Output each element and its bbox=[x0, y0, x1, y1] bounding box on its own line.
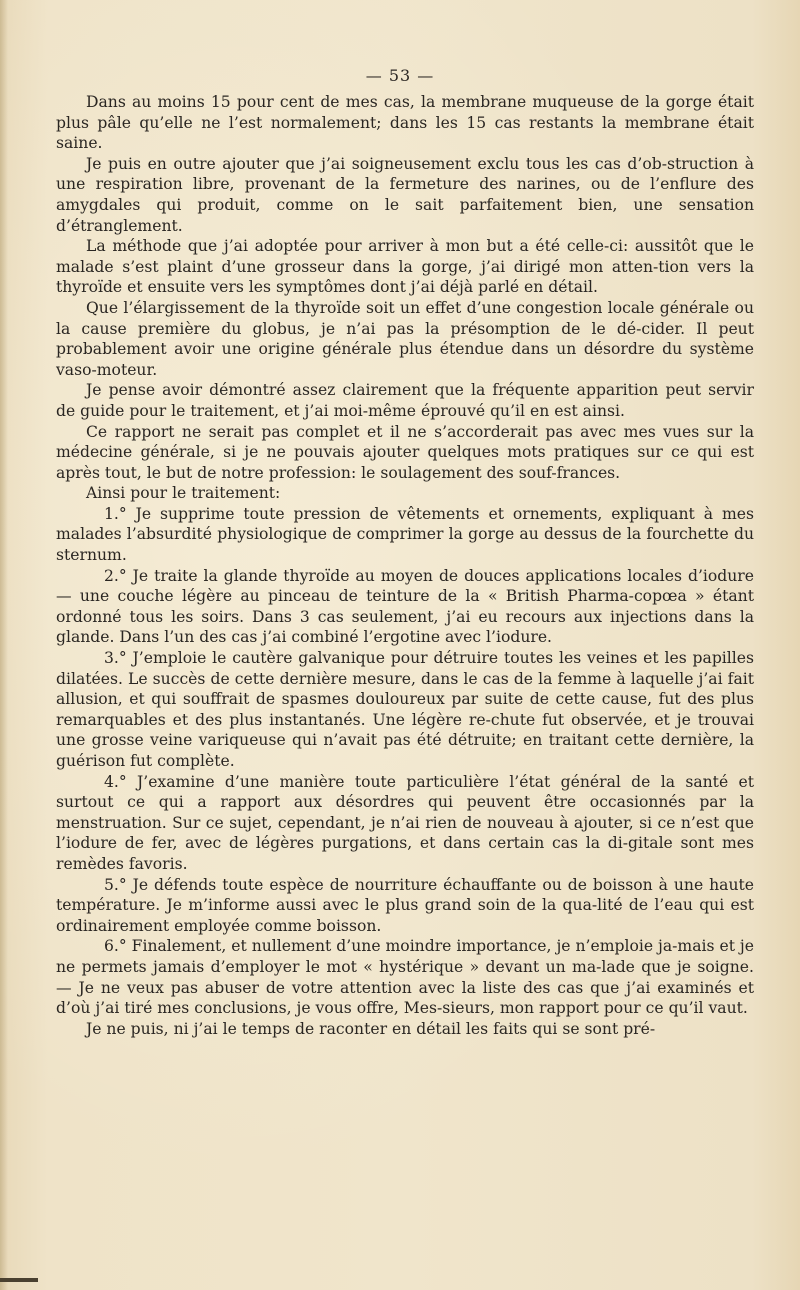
paragraph: Ainsi pour le traitement: bbox=[86, 484, 281, 503]
numbered-paragraph: 4.° J’examine d’une manière toute particulière l’état général de la santé et surtout ce qui a rapport aux désordres qui peuvent être occasionnés par la menstruation. Sur ce sujet, cependant, je n’ai rien de nouveau à ajouter, si ce n’est que l’iodure de fer, avec de légères purgations, et dans certain cas la di-gitale sont mes remèdes favoris. bbox=[56, 772, 754, 873]
numbered-paragraph: 3.° J’emploie le cautère galvanique pour détruire toutes les veines et les papilles dilatées. Le succès de cette dernière mesure, dans le cas de la femme à laquelle j’ai fait allusion, et qui souffrait de spasmes douloureux par suite de cette cause, fut des plus remarquables et des plus instantanés. Une légère re-chute fut observée, et je trouvai une grosse veine variqueuse qui n’avait pas été détruite; en traitant cette dernière, la guérison fut complète. bbox=[56, 649, 754, 770]
body-text bbox=[56, 92, 754, 1039]
numbered-paragraph: 6.° Finalement, et nullement d’une moindre importance, je n’emploie ja-mais et je ne permets jamais d’employer le mot « hystérique » devant un ma-lade que je soigne. — Je ne veux pas abuser de votre attention avec la liste des cas que j’ai examinés et d’où j’ai tiré mes conclusions, je vous offre, Mes-sieurs, mon rapport pour ce qu’il vaut. bbox=[56, 937, 754, 1018]
paragraph: Je pense avoir démontré assez clairement que la fréquente apparition peut servir de guide pour le traitement, et j’ai moi-même éprouvé qu’il en est ainsi. bbox=[56, 381, 754, 420]
paragraph: La méthode que j’ai adoptée pour arriver à mon but a été celle-ci: aussitôt que le malade s’est plaint d’une grosseur dans la gorge, j’ai dirigé mon atten-tion vers la thyroïde et ensuite vers les symptômes dont j’ai déjà parlé en détail. bbox=[56, 237, 754, 297]
numbered-paragraph: 1.° Je supprime toute pression de vêtements et ornements, expliquant à mes malades l’absurdité physiologique de comprimer la gorge au dessus de la fourchette du sternum. bbox=[56, 504, 754, 565]
page-number: — 53 — bbox=[365, 66, 435, 85]
paragraph: Je ne puis, ni j’ai le temps de raconter en détail les faits qui se sont pré- bbox=[86, 1019, 656, 1038]
numbered-paragraph: 2.° Je traite la glande thyroïde au moyen de douces applications locales d’iodure — une couche légère au pinceau de teinture de la « British Pharma-copœa » étant ordonné tous les soirs. Dans 3 cas seulement, j’ai eu recours aux injections dans la glande. Dans l’un des cas j’ai combiné l’ergotine avec l’iodure. bbox=[56, 566, 754, 647]
paragraph: Je puis en outre ajouter que j’ai soigneusement exclu tous les cas d’ob-struction à une respiration libre, provenant de la fermeture des narines, ou de l’enflure des amygdales qui produit, comme on le sait parfaitement bien, une sensation d’étranglement. bbox=[56, 154, 754, 235]
paragraph: Que l’élargissement de la thyroïde soit un effet d’une congestion locale générale ou la cause première du globus, je n’ai pas la présomption de le dé-cider. Il peut probablement avoir une origine générale plus étendue dans un désordre du système vaso-moteur. bbox=[56, 298, 754, 379]
page-left-edge bbox=[0, 0, 8, 1290]
paragraph: Ce rapport ne serait pas complet et il ne s’accorderait pas avec mes vues sur la médecine générale, si je ne pouvais ajouter quelques mots pratiques sur ce qui est après tout, le but de notre profession: le soulagement des souf-frances. bbox=[56, 422, 754, 482]
numbered-paragraph: 5.° Je défends toute espèce de nourriture échauffante ou de boisson à une haute température. Je m’informe aussi avec le plus grand soin de la qua-lité de l’eau qui est ordinairement employée comme boisson. bbox=[56, 875, 754, 935]
paragraph: Dans au moins 15 pour cent de mes cas, la membrane muqueuse de la gorge était plus pâle qu’elle ne l’est normalement; dans les 15 cas restants la membrane était saine. bbox=[56, 93, 754, 153]
binding-mark bbox=[0, 1278, 38, 1282]
